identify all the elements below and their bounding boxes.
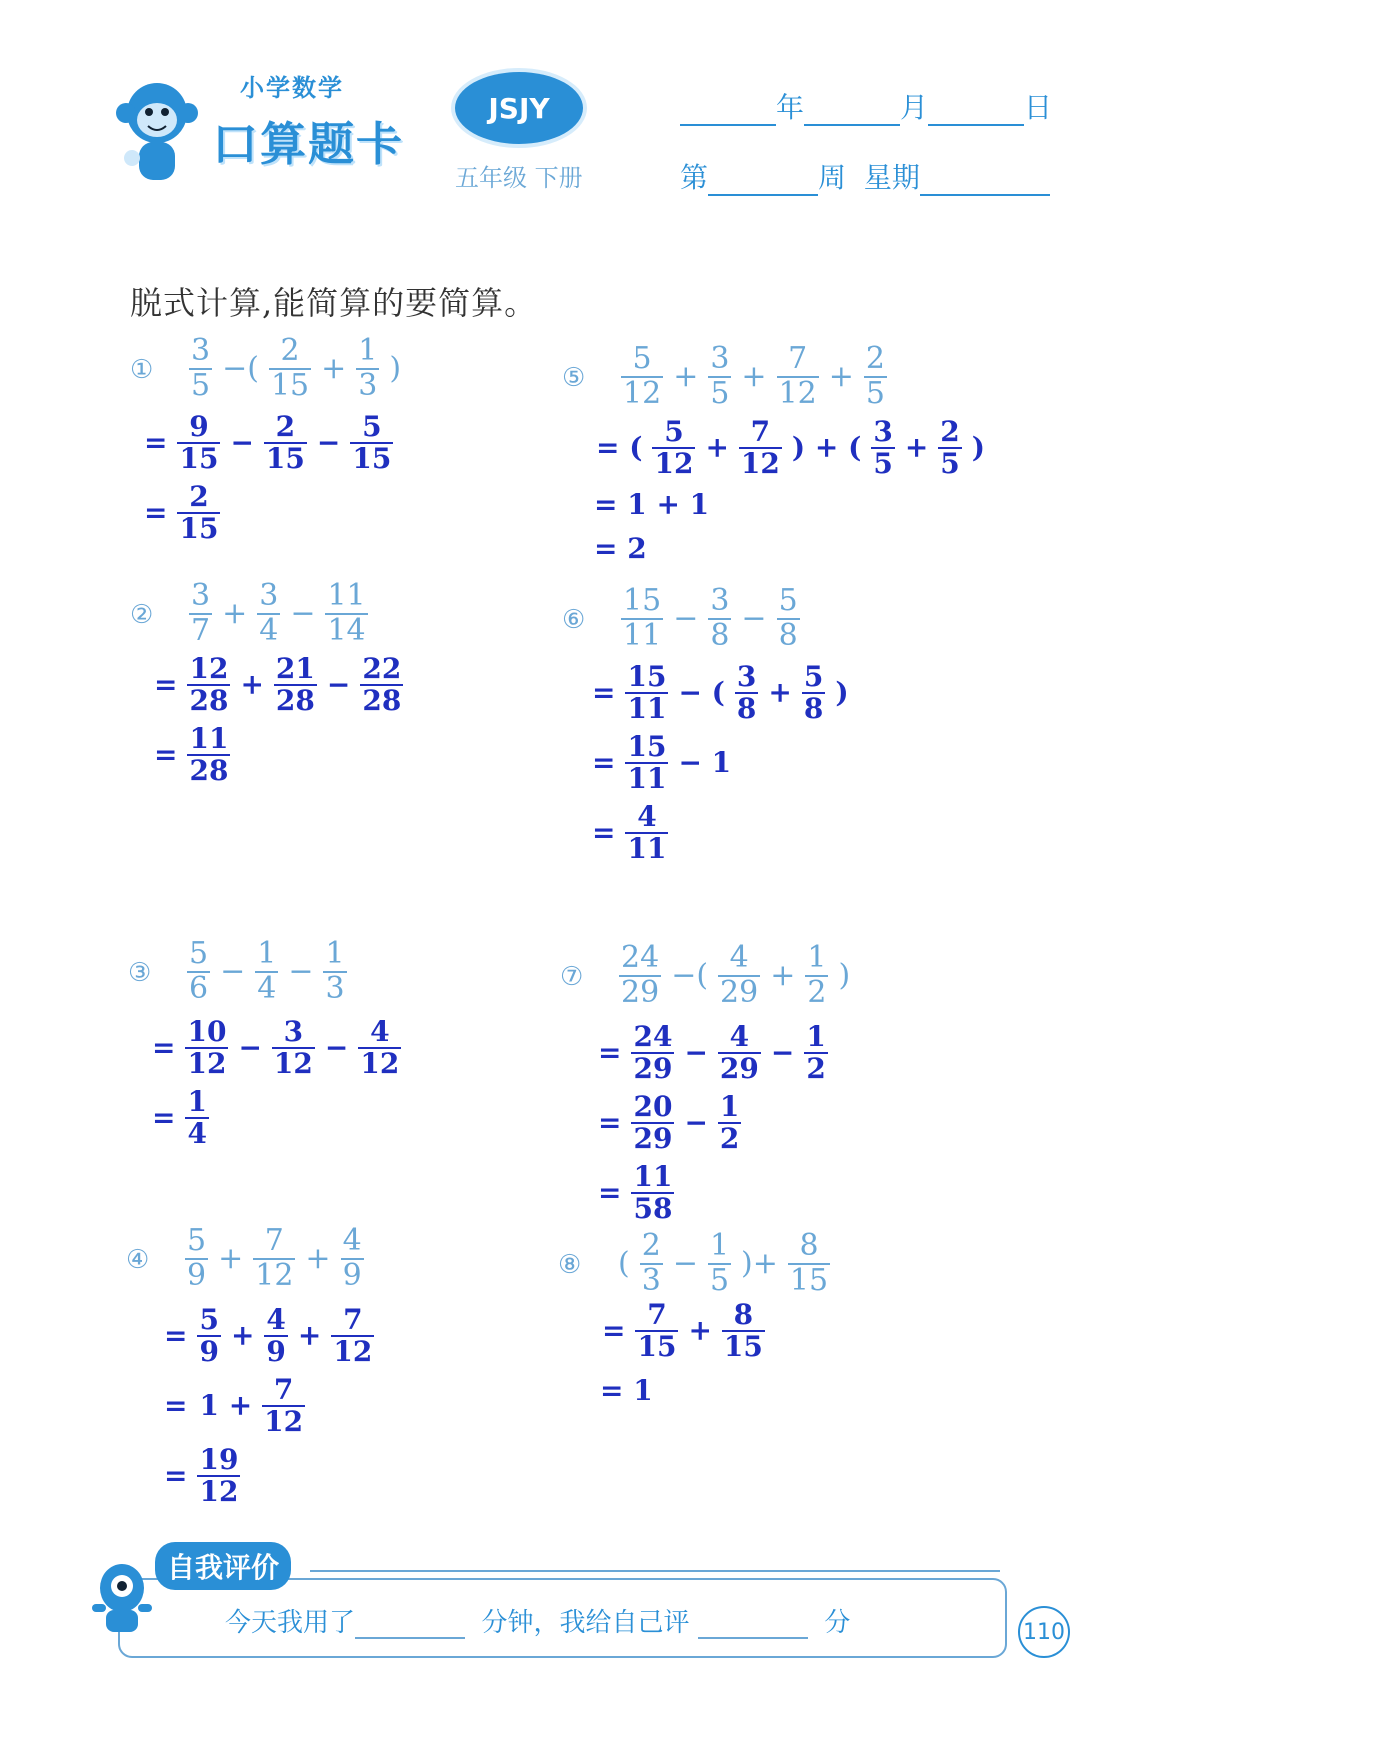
eval-text-2: 分钟，我给自己评	[481, 1608, 690, 1638]
problem-5-step-3: = 2	[594, 532, 647, 565]
week-blank[interactable]	[708, 166, 818, 196]
fraction: $\frac{12}{28}$	[189, 652, 229, 718]
fraction: $\frac{4}{29}$	[719, 1020, 759, 1086]
fraction: $\frac{21}{28}$	[275, 652, 315, 718]
fraction: $\frac{1}{4}$	[187, 1085, 207, 1151]
fraction: $\frac{5}{9}$	[199, 1303, 219, 1369]
problem-number: ⑤	[562, 363, 586, 393]
problem-3-step-1: = $\frac{10}{12}$ − $\frac{3}{12}$ − $\frac{4}{12}$	[152, 1015, 400, 1081]
robot-mascot-icon	[90, 1560, 154, 1636]
eval-text-3: 分	[824, 1608, 851, 1638]
evaluation-text	[225, 1602, 850, 1639]
fraction: $\frac{3}{7}$	[191, 578, 211, 648]
fraction: $\frac{11}{58}$	[633, 1160, 673, 1226]
fraction: $\frac{5}{9}$	[187, 1223, 207, 1293]
problem-number: ⑦	[560, 962, 584, 992]
fraction: $\frac{2}{5}$	[865, 341, 885, 411]
date-row	[680, 86, 1052, 126]
problem-number: ⑥	[562, 605, 586, 635]
fraction: $\frac{1}{5}$	[709, 1228, 730, 1298]
problem-2-question: $\frac{3}{7}$ + $\frac{3}{4}$ − $\frac{11}{14}$	[191, 578, 366, 648]
day-blank[interactable]	[928, 96, 1024, 126]
problem-3-step-2: = $\frac{1}{4}$	[152, 1085, 207, 1151]
problem-7-question: $\frac{24}{29}$ −( $\frac{4}{29}$ + $\frac{1}{2}$ )	[621, 940, 851, 1010]
fraction: $\frac{22}{28}$	[362, 652, 402, 718]
fraction: $\frac{19}{12}$	[199, 1443, 239, 1509]
eval-text-1: 今天我用了	[225, 1608, 356, 1638]
problem-1-step-1: = $\frac{9}{15}$ − $\frac{2}{15}$ − $\frac{5}{15}$	[144, 410, 392, 476]
fraction: $\frac{3}{5}$	[191, 333, 211, 403]
brand-title: 口算题卡	[212, 117, 404, 171]
fraction: $\frac{2}{15}$	[270, 333, 310, 403]
fraction: $\frac{7}{15}$	[637, 1298, 677, 1364]
day-label: 日	[1024, 91, 1053, 124]
problem-2-step-1: = $\frac{12}{28}$ + $\frac{21}{28}$ − $\frac{22}{28}$	[154, 652, 402, 718]
fraction: $\frac{24}{29}$	[633, 1020, 673, 1086]
problem-8-step-2: = 1	[600, 1374, 653, 1407]
problem-7-step-2: = $\frac{20}{29}$ − $\frac{1}{2}$	[598, 1090, 740, 1156]
problem-number: ④	[126, 1245, 150, 1275]
fraction: $\frac{3}{8}$	[710, 583, 730, 653]
problem-7-step-3: = $\frac{11}{58}$	[598, 1160, 673, 1226]
problem-number: ①	[130, 355, 154, 385]
fraction: $\frac{11}{28}$	[189, 722, 229, 788]
problem-6-step-2: = $\frac{15}{11}$ − 1	[592, 730, 732, 796]
fraction: $\frac{3}{4}$	[259, 578, 279, 648]
fraction: $\frac{8}{15}$	[789, 1228, 829, 1298]
problem-number: ③	[128, 958, 152, 988]
fraction: $\frac{7}{12}$	[255, 1223, 294, 1293]
fraction: $\frac{10}{12}$	[187, 1015, 227, 1081]
year-label: 年	[776, 91, 805, 124]
fraction: $\frac{2}{5}$	[940, 415, 960, 481]
problem-8-step-1: = $\frac{7}{15}$ + $\frac{8}{15}$	[602, 1298, 763, 1364]
instruction: 脱式计算,能简算的要简算。	[130, 284, 538, 322]
minutes-blank[interactable]	[355, 1609, 465, 1639]
week-label: 周	[818, 161, 847, 194]
fraction: $\frac{7}{12}$	[264, 1373, 304, 1439]
fraction: $\frac{2}{15}$	[265, 410, 305, 476]
fraction: $\frac{7}{12}$	[740, 415, 780, 481]
month-label: 月	[900, 91, 929, 124]
problem-6-question: $\frac{15}{11}$ − $\frac{3}{8}$ − $\frac{5}{8}$	[623, 583, 798, 653]
problem-6-step-3: = $\frac{4}{11}$	[592, 800, 667, 866]
fraction: $\frac{1}{3}$	[325, 936, 345, 1006]
problem-2-step-2: = $\frac{11}{28}$	[154, 722, 229, 788]
problem-1-question: $\frac{3}{5}$ −( $\frac{2}{15}$ + $\frac{1}{3}$ )	[191, 333, 402, 403]
fraction: $\frac{4}{9}$	[266, 1303, 286, 1369]
problem-4-step-1: = $\frac{5}{9}$ + $\frac{4}{9}$ + $\frac{7}{12}$	[164, 1303, 373, 1369]
month-blank[interactable]	[804, 96, 900, 126]
problem-4-step-3: = $\frac{19}{12}$	[164, 1443, 239, 1509]
brand-subtitle: 小学数学	[240, 74, 344, 102]
fraction: $\frac{3}{12}$	[273, 1015, 313, 1081]
divider	[310, 1570, 1000, 1572]
problem-7-step-1: = $\frac{24}{29}$ − $\frac{4}{29}$ − $\frac{1}{2}$	[598, 1020, 826, 1086]
fraction: $\frac{7}{12}$	[778, 341, 817, 411]
fraction: $\frac{24}{29}$	[621, 940, 660, 1010]
problem-4-step-2: = 1 + $\frac{7}{12}$	[164, 1373, 304, 1439]
score-blank[interactable]	[698, 1609, 808, 1639]
fraction: $\frac{4}{11}$	[627, 800, 667, 866]
page-number: 110	[1018, 1606, 1070, 1658]
fraction: $\frac{20}{29}$	[633, 1090, 673, 1156]
fraction: $\frac{11}{14}$	[327, 578, 366, 648]
fraction: $\frac{5}{8}$	[803, 660, 824, 726]
fraction: $\frac{3}{8}$	[736, 660, 757, 726]
problem-4-question: $\frac{5}{9}$ + $\frac{7}{12}$ + $\frac{4}{9}$	[187, 1223, 362, 1293]
week-prefix: 第	[680, 161, 709, 194]
fraction: $\frac{1}{2}$	[806, 1020, 826, 1086]
problem-5-step-2: = 1 + 1	[594, 488, 710, 521]
week-row	[680, 156, 1050, 196]
fraction: $\frac{2}{3}$	[641, 1228, 661, 1298]
publisher-badge: JSJY	[455, 72, 583, 144]
fraction: $\frac{1}{2}$	[719, 1090, 740, 1156]
problem-8-question: ( $\frac{2}{3}$ − $\frac{1}{5}$ )+ $\frac{8}{15}$	[618, 1228, 829, 1298]
fraction: $\frac{4}{29}$	[720, 940, 759, 1010]
problem-number: ⑧	[558, 1250, 582, 1280]
weekday-label: 星期	[863, 161, 920, 194]
monkey-mascot-icon	[112, 78, 202, 188]
weekday-blank[interactable]	[920, 166, 1050, 196]
fraction: $\frac{1}{4}$	[257, 936, 277, 1006]
problem-1-step-2: = $\frac{2}{15}$	[144, 480, 219, 546]
fraction: $\frac{5}{8}$	[778, 583, 798, 653]
problem-6-step-1: = $\frac{15}{11}$ − ( $\frac{3}{8}$ + $\frac{5}{8}$ )	[592, 660, 849, 726]
problem-3-question: $\frac{5}{6}$ − $\frac{1}{4}$ − $\frac{1}{3}$	[189, 936, 345, 1006]
fraction: $\frac{7}{12}$	[333, 1303, 373, 1369]
fraction: $\frac{2}{15}$	[179, 480, 219, 546]
year-blank[interactable]	[680, 96, 776, 126]
fraction: $\frac{4}{9}$	[342, 1223, 362, 1293]
fraction: $\frac{5}{12}$	[623, 341, 662, 411]
problem-5-step-1: = ( $\frac{5}{12}$ + $\frac{7}{12}$ ) + ( $\frac{3}{5}$ + $\frac{2}{5}$ )	[596, 415, 986, 481]
problem-5-question: $\frac{5}{12}$ + $\frac{3}{5}$ + $\frac{7}{12}$ + $\frac{2}{5}$	[623, 341, 885, 411]
fraction: $\frac{15}{11}$	[623, 583, 662, 653]
fraction: $\frac{15}{11}$	[627, 660, 667, 726]
fraction: $\frac{9}{15}$	[179, 410, 219, 476]
fraction: $\frac{8}{15}$	[723, 1298, 763, 1364]
fraction: $\frac{5}{6}$	[189, 936, 209, 1006]
fraction: $\frac{1}{3}$	[358, 333, 378, 403]
fraction: $\frac{1}{2}$	[807, 940, 827, 1010]
fraction: $\frac{3}{5}$	[710, 341, 730, 411]
grade-label: 五年级 下册	[455, 164, 583, 192]
fraction: $\frac{15}{11}$	[627, 730, 667, 796]
fraction: $\frac{5}{15}$	[352, 410, 392, 476]
fraction: $\frac{4}{12}$	[360, 1015, 400, 1081]
evaluation-title: 自我评价	[155, 1542, 291, 1590]
problem-number: ②	[130, 600, 154, 630]
fraction: $\frac{3}{5}$	[873, 415, 893, 481]
fraction: $\frac{5}{12}$	[654, 415, 694, 481]
